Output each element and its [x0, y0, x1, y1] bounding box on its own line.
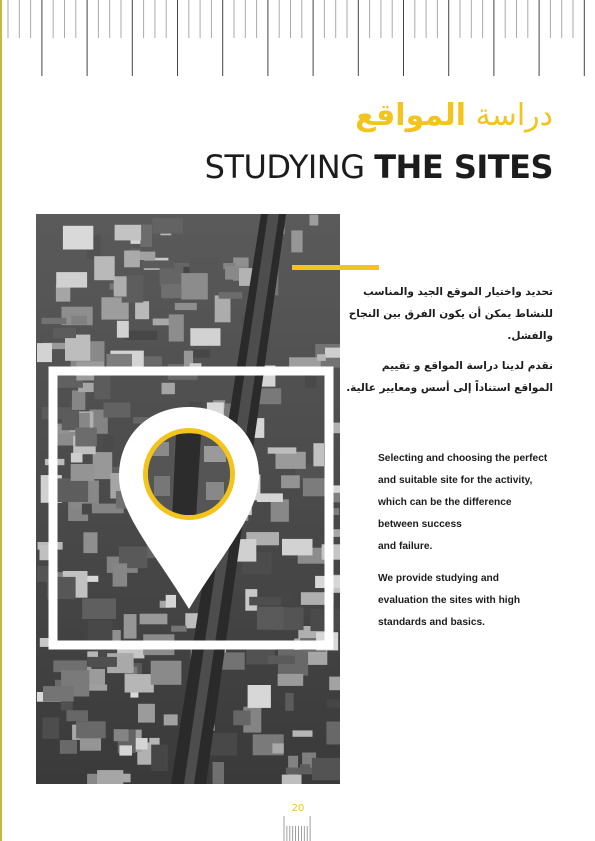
city-block [278, 674, 304, 686]
city-block [293, 730, 313, 736]
city-block [219, 292, 243, 299]
english-title-part2: THE SITES [374, 148, 553, 186]
city-block [291, 230, 302, 252]
city-block [151, 745, 168, 771]
city-block [103, 436, 114, 451]
city-block [97, 770, 123, 784]
city-block [268, 447, 297, 453]
city-block [87, 657, 117, 667]
city-block [37, 343, 52, 362]
city-block [257, 607, 283, 630]
city-block [162, 383, 175, 394]
city-block [75, 428, 97, 447]
city-block [312, 758, 340, 780]
city-block [175, 303, 197, 310]
city-block [87, 685, 108, 691]
city-block [57, 478, 89, 502]
city-block [135, 301, 149, 319]
city-block [181, 273, 208, 299]
arabic-title-part1: دراسة [475, 98, 553, 133]
city-block [72, 390, 85, 410]
city-block [317, 354, 326, 361]
city-block [332, 493, 340, 503]
city-block [43, 686, 74, 701]
arabic-title [355, 98, 553, 133]
city-block [233, 710, 250, 725]
city-block [124, 251, 140, 268]
city-block [140, 614, 168, 625]
city-block [114, 729, 129, 741]
city-block [281, 594, 293, 603]
city-block [144, 356, 162, 365]
city-block [190, 257, 218, 273]
arabic-paragraph-1: تحديد واختيار الموقع الجيد والمناسب للنشاط يمكن أن يكون الفرق بين النجاح والفشل. [348, 286, 553, 342]
city-block [164, 714, 178, 725]
city-block [94, 373, 110, 399]
city-block [138, 704, 155, 723]
city-block [117, 321, 129, 338]
city-block [76, 721, 106, 738]
city-block [329, 677, 340, 691]
city-block [282, 775, 302, 784]
accent-line [292, 265, 379, 270]
city-block [313, 443, 324, 466]
page-edge-line [0, 0, 2, 841]
arabic-description [345, 281, 553, 407]
city-block [282, 539, 313, 556]
city-block [257, 493, 283, 502]
city-block [42, 318, 67, 324]
city-block [42, 717, 59, 738]
city-block [142, 260, 175, 268]
city-block [71, 464, 95, 481]
city-block [125, 674, 154, 692]
city-block [215, 295, 231, 322]
city-block [192, 350, 210, 358]
city-block [166, 595, 176, 608]
city-block [249, 597, 281, 606]
city-block [327, 699, 340, 707]
city-block [62, 411, 79, 431]
city-block [140, 224, 152, 247]
city-block [71, 453, 83, 463]
city-block [300, 764, 310, 771]
city-block [325, 348, 340, 358]
city-block [115, 225, 142, 241]
city-block [272, 743, 283, 753]
city-block [213, 762, 225, 784]
arabic-paragraph-2: نقدم لدينا دراسة المواقع و تقييم المواقع استناداً إلى أسس ومعايير عالية. [346, 360, 553, 394]
ruler-decoration [0, 0, 595, 80]
city-block [104, 403, 131, 418]
city-block [82, 599, 116, 620]
city-aerial-photo [36, 214, 340, 784]
city-block [125, 331, 158, 340]
city-block [53, 328, 76, 338]
city-block [40, 545, 50, 560]
city-block [268, 656, 295, 664]
city-block [326, 722, 340, 745]
city-block [271, 499, 289, 522]
city-block [71, 316, 87, 325]
city-block [190, 328, 220, 346]
city-block [303, 478, 325, 496]
city-block [169, 314, 184, 341]
arabic-title-part2: المواقع [355, 98, 467, 133]
city-block [171, 626, 186, 632]
city-block [281, 475, 300, 488]
english-paragraph-2: We provide studying and evaluation the sites with high standards and basics. [378, 573, 521, 628]
city-block [113, 563, 128, 586]
english-title-part1: STUDYING [204, 148, 365, 186]
city-block [88, 620, 113, 642]
city-block [63, 226, 93, 250]
city-block [83, 532, 97, 553]
city-block [94, 256, 115, 280]
english-paragraph-1: Selecting and choosing the perfect and suitable site for the activity, which can be the difference between success and failure. [378, 453, 548, 552]
city-block [124, 614, 137, 639]
english-title [205, 148, 553, 186]
city-block [153, 218, 184, 234]
city-block [114, 276, 127, 296]
page-number-ticks [282, 816, 312, 841]
city-block [87, 651, 98, 657]
city-block [151, 661, 182, 685]
city-block [276, 452, 306, 469]
city-block [161, 284, 181, 298]
english-description [378, 448, 568, 644]
city-block [93, 452, 113, 479]
page-number: 20 [291, 803, 305, 814]
city-block [60, 740, 77, 754]
city-block [65, 335, 90, 361]
city-block [66, 710, 88, 721]
city-block [56, 272, 87, 288]
city-block [300, 287, 313, 294]
city-block [285, 693, 294, 711]
city-block [82, 504, 92, 515]
city-block [119, 745, 132, 755]
city-block [310, 215, 319, 226]
city-block [248, 685, 271, 708]
